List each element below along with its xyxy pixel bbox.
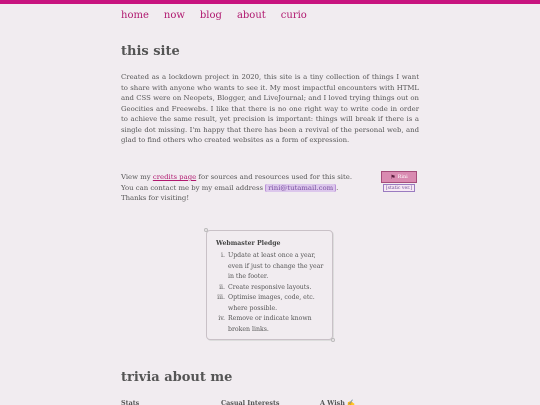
static-version-badge[interactable] (383, 184, 415, 192)
thanks-text: Thanks for visiting! (121, 194, 190, 202)
section-title-this-site: this site (121, 44, 180, 59)
nav-item-home[interactable]: home (121, 10, 149, 21)
trivia-col-stats: Stats (121, 399, 140, 405)
pledge-list (215, 251, 330, 335)
section-title-trivia: trivia about me (121, 370, 233, 385)
email-address[interactable]: rini@tutamail.com (265, 184, 336, 192)
list-item: iv. Remove or indicate known broken links. (218, 315, 312, 333)
pledge-title: Webmaster Pledge (216, 240, 281, 247)
card-corner-decoration (331, 338, 335, 342)
credits-prefix: View my (121, 173, 153, 181)
webmaster-pledge-card (206, 230, 333, 340)
main-nav (121, 10, 322, 21)
card-corner-decoration (204, 228, 208, 232)
nav-item-about[interactable]: about (236, 10, 266, 21)
flag-icon: ⚑ (390, 173, 396, 181)
nav-item-blog[interactable]: blog (199, 10, 222, 21)
site-intro-paragraph: Created as a lockdown project in 2020, this site is a tiny collection of things I want to share with anyone who wants to see it. My most impactful encounters with HTML and CSS were on Neopets, Blogger, and LiveJournal; and I loved trying things out on Geocities and Freewebs. I like that there is no one right way to write code in order to achieve the same result, yet precision is important: things will break if there is a single dot missing. I'm happy that there has been a revival of the personal web, and glad to find others who created websites as a form of expression. (121, 73, 419, 144)
nav-item-curio[interactable]: curio (280, 10, 307, 21)
site-badge-button[interactable] (381, 171, 417, 183)
credits-suffix: for sources and resources used for this site. (196, 173, 353, 181)
list-item: ii. Create responsive layouts. (219, 283, 312, 291)
credits-page-link[interactable]: credits page (152, 173, 197, 181)
trivia-col-interests: Casual Interests (221, 399, 280, 405)
site-badge-label: Rini (397, 174, 408, 180)
nav-item-now[interactable]: now (163, 10, 185, 21)
trivia-col-wish: A Wish ✍ (320, 399, 356, 405)
contact-prefix: You can contact me by my email address (121, 183, 266, 192)
top-accent-bar (0, 0, 540, 4)
static-version-label: [static ver.] (385, 185, 413, 191)
list-item: iii. Optimise images, code, etc. where possible. (217, 294, 315, 312)
credits-contact-paragraph (121, 172, 419, 204)
list-item: i. Update at least once a year, even if just to change the year in the footer. (221, 252, 324, 280)
contact-suffix: . (336, 183, 339, 192)
